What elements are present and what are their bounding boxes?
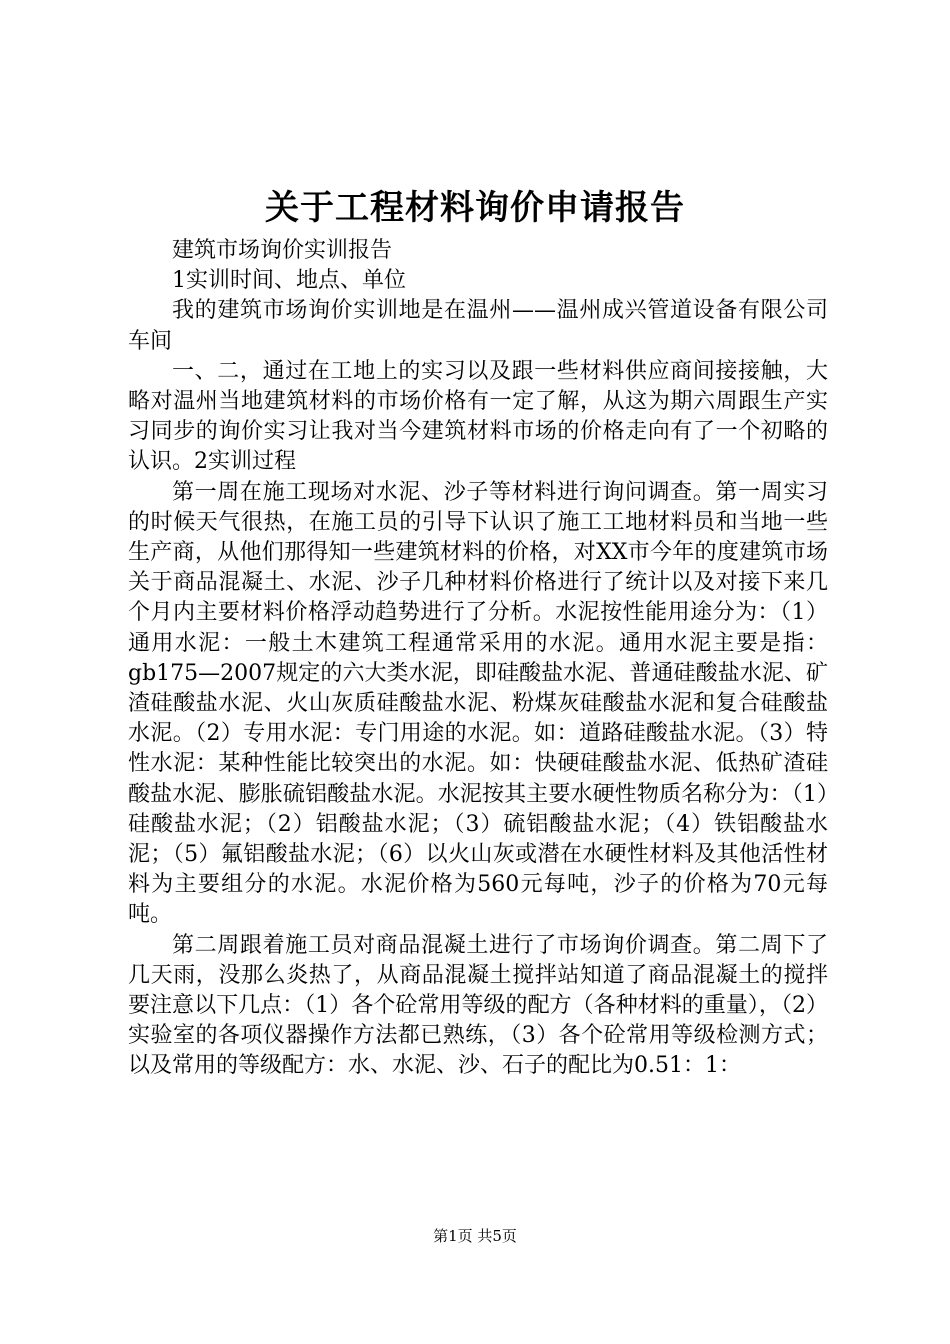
paragraph-intro: 一、二，通过在工地上的实习以及跟一些材料供应商间接接触，大略对温州当地建筑材料的市场价格有一定了解，从这为期六周跟生产实习同步的询价实习让我对当今建筑材料市场的价格走向有了一个初略的认识。2实训过程 <box>128 358 828 475</box>
paragraph-section-heading: 1实训时间、地点、单位 <box>172 268 406 294</box>
document-body <box>128 236 828 1082</box>
page-footer: 第1页 共5页 <box>433 1227 517 1245</box>
document-title: 关于工程材料询价申请报告 <box>265 188 685 228</box>
paragraph-location: 我的建筑市场询价实训地是在温州——温州成兴管道设备有限公司车间 <box>128 298 828 354</box>
paragraph-week-one: 第一周在施工现场对水泥、沙子等材料进行询问调查。第一周实习的时候天气很热，在施工员的引导下认识了施工工地材料员和当地一些生产商，从他们那得知一些建筑材料的价格，对XX市今年的度建筑市场关于商品混凝土、水泥、沙子几种材料价格进行了统计以及对接下来几个月内主要材料价格浮动趋势进行了分析。水泥按性能用途分为：（1）通用水泥：一般土木建筑工程通常采用的水泥。通用水泥主要是指：gb175—2007规定的六大类水泥，即硅酸盐水泥、普通硅酸盐水泥、矿渣硅酸盐水泥、火山灰质硅酸盐水泥、粉煤灰硅酸盐水泥和复合硅酸盐水泥。（2）专用水泥：专门用途的水泥。如：道路硅酸盐水泥。（3）特性水泥：某种性能比较突出的水泥。如：快硬硅酸盐水泥、低热矿渣硅酸盐水泥、膨胀硫铝酸盐水泥。水泥按其主要水硬性物质名称分为：（1）硅酸盐水泥；（2）铝酸盐水泥；（3）硫铝酸盐水泥；（4）铁铝酸盐水泥；（5）氟铝酸盐水泥；（6）以火山灰或潜在水硬性材料及其他活性材料为主要组分的水泥。水泥价格为560元每吨，沙子的价格为70元每吨。 <box>128 479 828 928</box>
paragraph-week-two: 第二周跟着施工员对商品混凝土进行了市场询价调查。第二周下了几天雨，没那么炎热了，从商品混凝土搅拌站知道了商品混凝土的搅拌要注意以下几点：（1）各个砼常用等级的配方（各种材料的重量），（2）实验室的各项仪器操作方法都已熟练，（3）各个砼常用等级检测方式；以及常用的等级配方：水、水泥、沙、石子的配比为0.51：1： <box>128 932 828 1079</box>
paragraph-report-name: 建筑市场询价实训报告 <box>172 238 393 263</box>
